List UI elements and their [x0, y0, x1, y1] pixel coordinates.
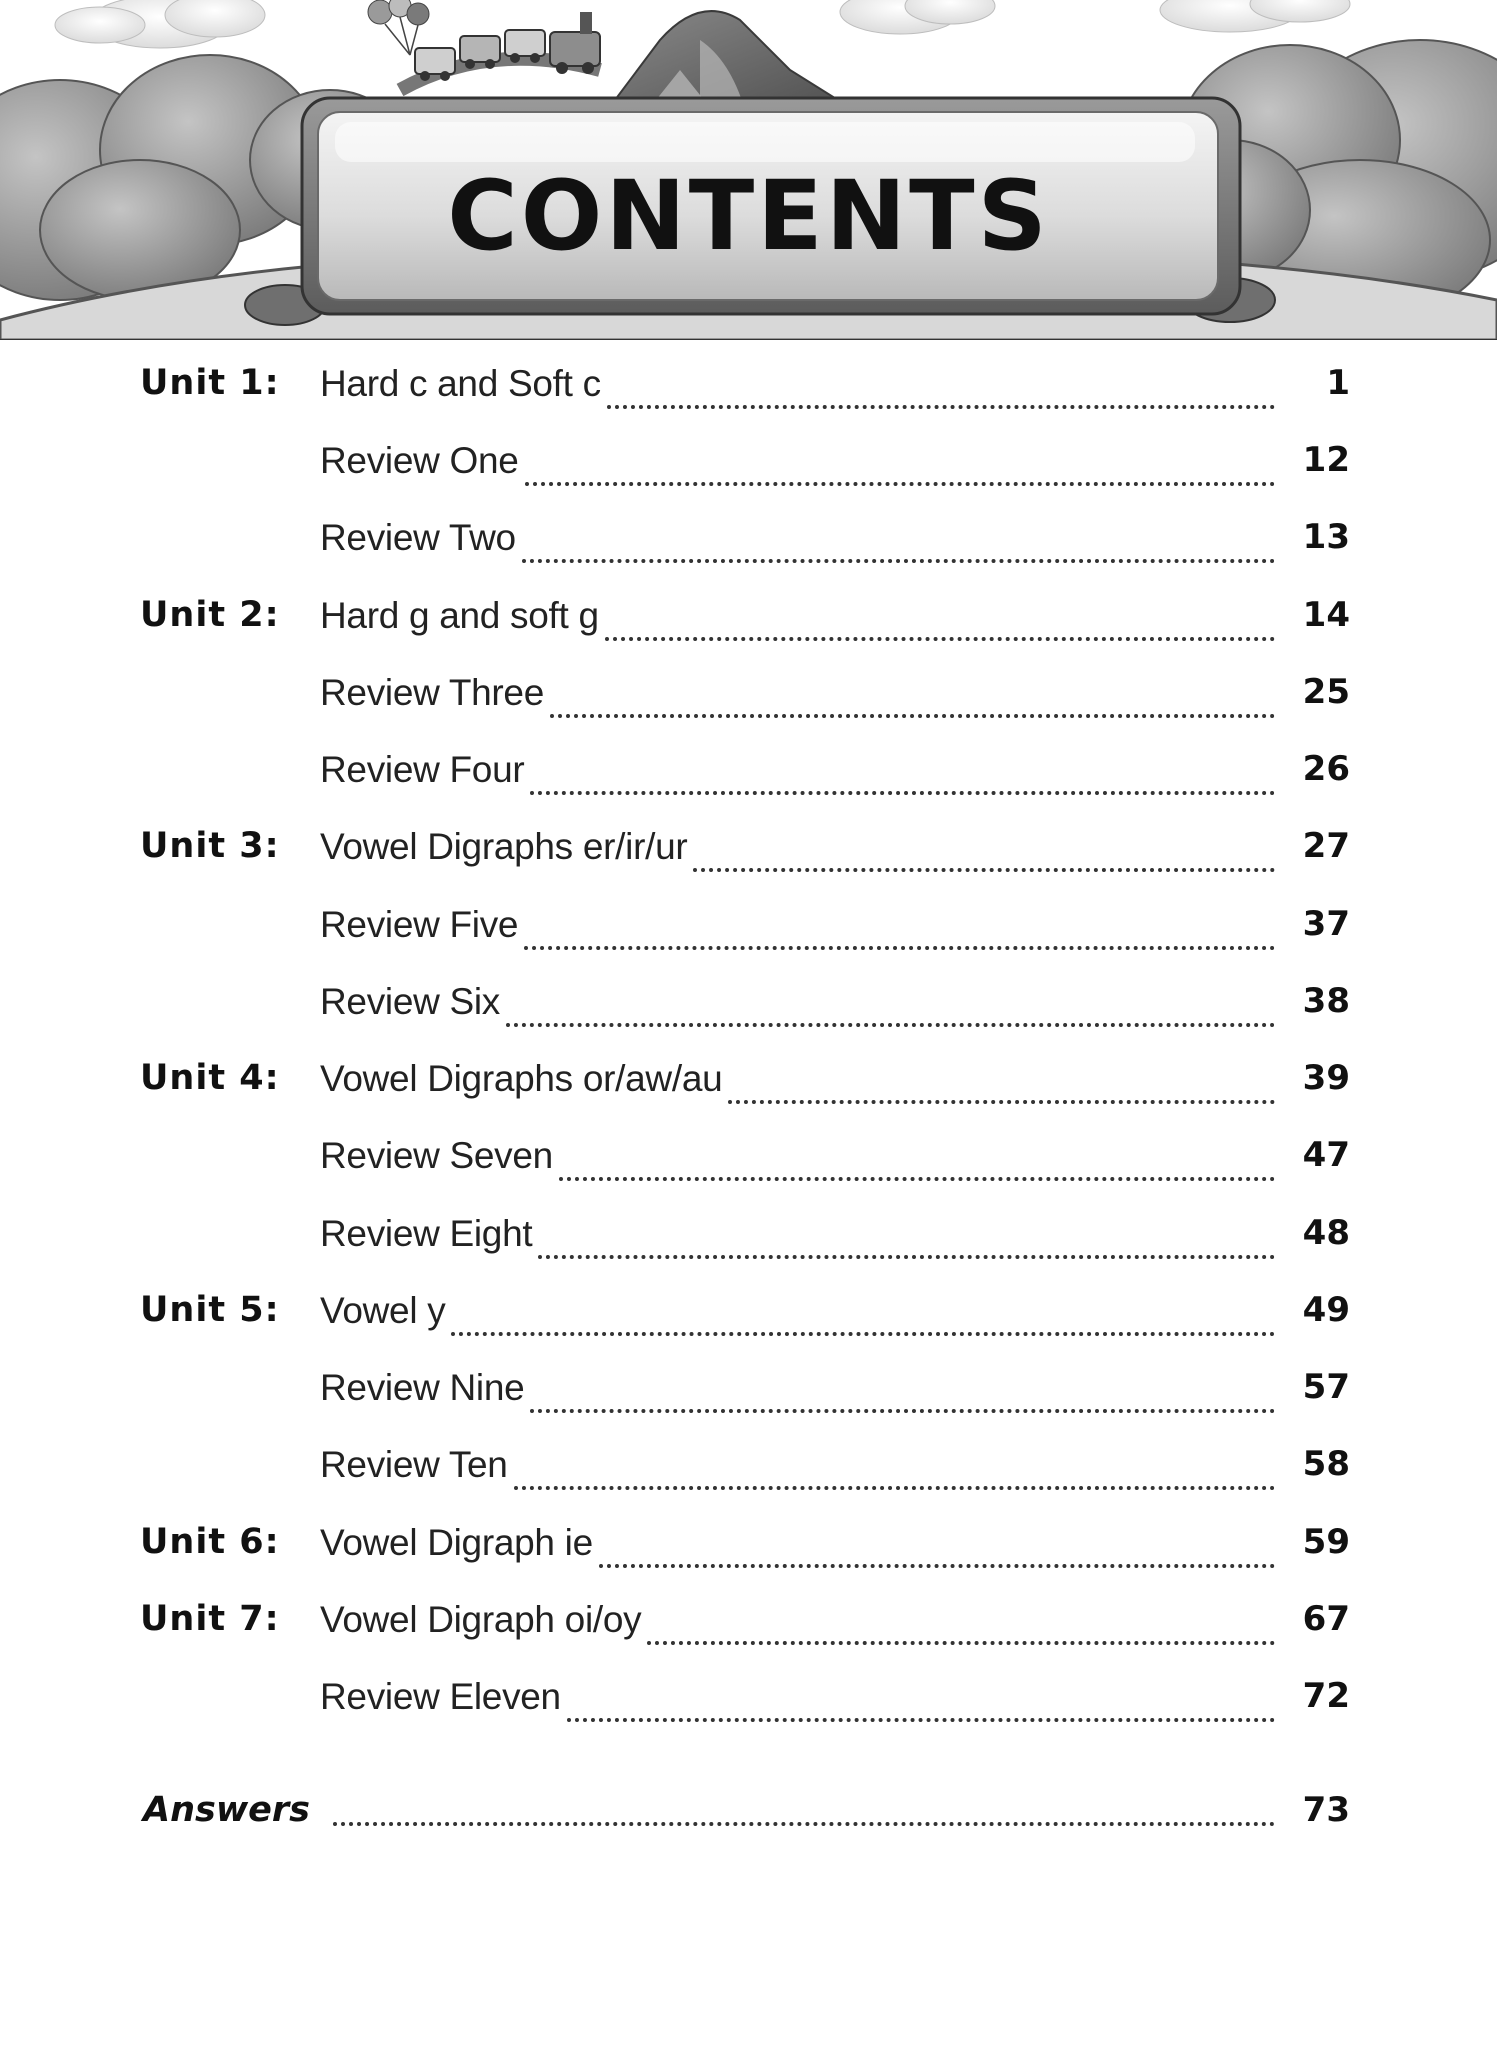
- toc-entry: [320, 981, 1275, 1031]
- toc-entry: [320, 1135, 1275, 1185]
- page-number: 37: [1302, 904, 1350, 944]
- toc-entry-title: Review Two: [320, 517, 516, 558]
- toc-entry-title: Hard c and Soft c: [320, 363, 601, 404]
- page-number: 13: [1302, 517, 1350, 557]
- toc-row[interactable]: [0, 509, 1497, 569]
- page-number: 48: [1302, 1213, 1350, 1253]
- dot-leader: [550, 714, 1275, 718]
- toc-row[interactable]: [0, 1591, 1497, 1651]
- toc-entry-title: Vowel y: [320, 1290, 446, 1331]
- page-number: 27: [1302, 826, 1350, 866]
- page-number: 67: [1302, 1599, 1350, 1639]
- train-icon: [400, 12, 600, 90]
- toc-row[interactable]: [0, 587, 1497, 647]
- balloons-icon: [368, 0, 429, 55]
- page-number: 58: [1302, 1444, 1350, 1484]
- dot-leader: [538, 1255, 1275, 1259]
- page-number: 47: [1302, 1135, 1350, 1175]
- toc-entry: [320, 1290, 1275, 1340]
- toc-row[interactable]: [0, 664, 1497, 724]
- cloud-icon: [1160, 0, 1350, 32]
- cloud-icon: [55, 0, 265, 48]
- toc-entry-title: Review Eight: [320, 1213, 533, 1254]
- cloud-icon: [840, 0, 995, 34]
- toc-entry: [320, 1058, 1275, 1108]
- dot-leader: [693, 868, 1275, 872]
- toc-entry-title: Vowel Digraph oi/oy: [320, 1599, 642, 1640]
- page-number: 38: [1302, 981, 1350, 1021]
- toc-entry: [320, 672, 1275, 722]
- toc-row[interactable]: [0, 973, 1497, 1033]
- dot-leader: [451, 1332, 1275, 1336]
- toc-row[interactable]: [0, 1668, 1497, 1728]
- toc-entry: [320, 1444, 1275, 1494]
- toc-row[interactable]: [0, 741, 1497, 801]
- toc-row[interactable]: [0, 1127, 1497, 1187]
- page-number: 59: [1302, 1522, 1350, 1562]
- page-number: 26: [1302, 749, 1350, 789]
- page-number: 12: [1302, 440, 1350, 480]
- toc-row[interactable]: [0, 818, 1497, 878]
- toc-entry: [320, 749, 1275, 799]
- toc-row[interactable]: [0, 1050, 1497, 1110]
- unit-label: Unit 6:: [140, 1522, 280, 1562]
- toc-row[interactable]: [0, 1282, 1497, 1342]
- toc-entry: [320, 595, 1275, 645]
- toc-row[interactable]: [0, 1205, 1497, 1265]
- toc-row[interactable]: [0, 1359, 1497, 1419]
- unit-label: Unit 3:: [140, 826, 280, 866]
- toc-entry: [320, 826, 1275, 876]
- unit-label: Unit 1:: [140, 363, 280, 403]
- dot-leader: [506, 1023, 1275, 1027]
- toc-entry: [320, 1367, 1275, 1417]
- toc-row[interactable]: [0, 1436, 1497, 1496]
- toc-row-answers[interactable]: [0, 1782, 1497, 1842]
- dot-leader: [530, 1409, 1275, 1413]
- answers-label: Answers: [143, 1790, 311, 1830]
- dot-leader: [522, 559, 1275, 563]
- toc-entry: [320, 1599, 1275, 1649]
- toc-row[interactable]: [0, 355, 1497, 415]
- page-number: 25: [1302, 672, 1350, 712]
- toc-entry-title: Review Three: [320, 672, 544, 713]
- dot-leader: [599, 1564, 1275, 1568]
- toc-row[interactable]: [0, 1514, 1497, 1574]
- page-number: 57: [1302, 1367, 1350, 1407]
- page-title: CONTENTS: [447, 160, 1050, 272]
- page-number: 73: [1302, 1790, 1350, 1830]
- toc-entry-title: Review Eleven: [320, 1676, 561, 1717]
- unit-label: Unit 7:: [140, 1599, 280, 1639]
- toc-row[interactable]: [0, 432, 1497, 492]
- dot-leader: [524, 946, 1275, 950]
- toc-entry-title: Review Four: [320, 749, 525, 790]
- dot-leader: [647, 1641, 1275, 1645]
- dot-leader: [530, 791, 1275, 795]
- unit-label: Unit 5:: [140, 1290, 280, 1330]
- dot-leader: [605, 637, 1275, 641]
- toc-entry: [320, 904, 1275, 954]
- page-number: 49: [1302, 1290, 1350, 1330]
- page-number: 14: [1302, 595, 1350, 635]
- toc-entry-title: Vowel Digraph ie: [320, 1522, 593, 1563]
- dot-leader: [607, 405, 1275, 409]
- toc-entry: [320, 1522, 1275, 1572]
- unit-label: Unit 4:: [140, 1058, 280, 1098]
- toc-entry: [320, 1676, 1275, 1726]
- toc-entry-title: Review Five: [320, 904, 519, 945]
- dot-leader: [514, 1486, 1275, 1490]
- page-number: 72: [1302, 1676, 1350, 1716]
- toc-row[interactable]: [0, 896, 1497, 956]
- toc-entry-title: Review Seven: [320, 1135, 553, 1176]
- toc-entry-title: Review Nine: [320, 1367, 525, 1408]
- toc-entry-title: Review Ten: [320, 1444, 508, 1485]
- dot-leader: [559, 1177, 1275, 1181]
- toc-entry-title: Vowel Digraphs er/ir/ur: [320, 826, 688, 867]
- dot-leader: [333, 1822, 1275, 1826]
- toc-entry: [320, 363, 1275, 413]
- toc-entry: [320, 1213, 1275, 1263]
- page-number: 1: [1326, 363, 1350, 403]
- toc-entry-title: Review One: [320, 440, 519, 481]
- unit-label: Unit 2:: [140, 595, 280, 635]
- toc-entry-title: Vowel Digraphs or/aw/au: [320, 1058, 723, 1099]
- toc-entry-title: Review Six: [320, 981, 500, 1022]
- dot-leader: [728, 1100, 1275, 1104]
- page-number: 39: [1302, 1058, 1350, 1098]
- toc-entry: [320, 517, 1275, 567]
- toc-entry-title: Hard g and soft g: [320, 595, 599, 636]
- toc-entry: [320, 440, 1275, 490]
- dot-leader: [525, 482, 1275, 486]
- dot-leader: [567, 1718, 1275, 1722]
